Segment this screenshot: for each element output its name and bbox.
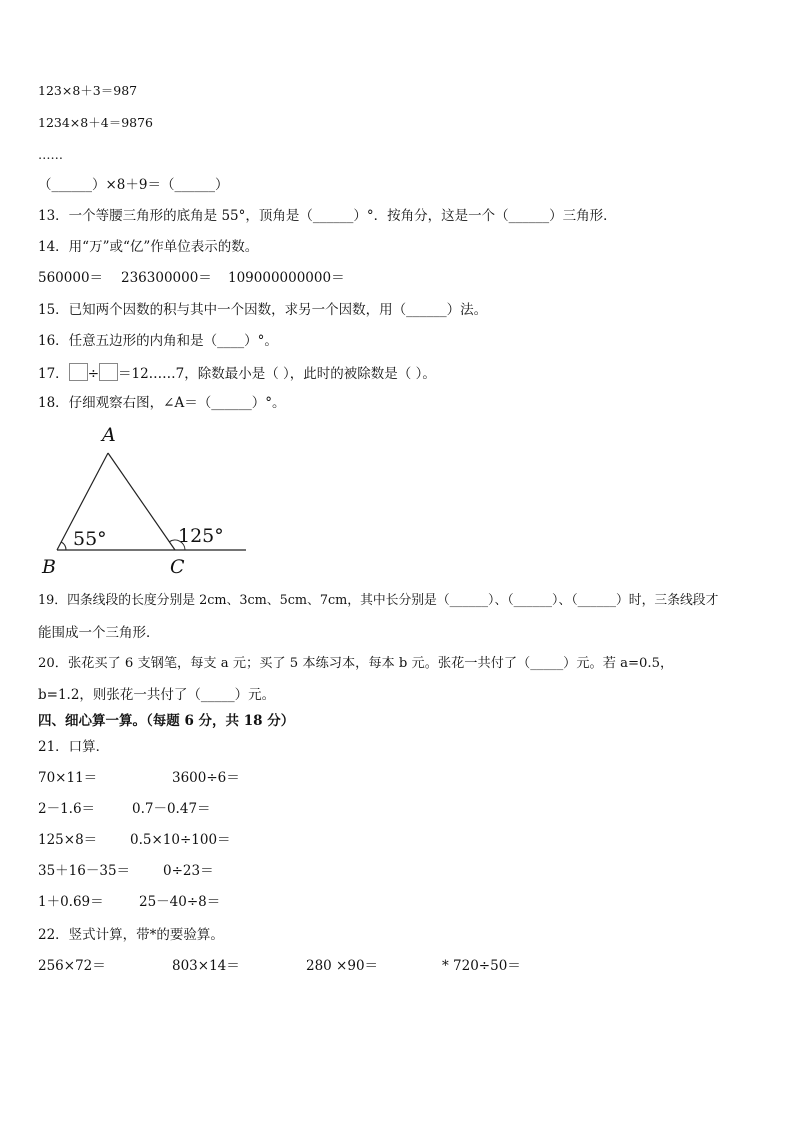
side-ac — [108, 453, 175, 550]
pattern-line-2: 1234×8＋4＝9876 — [38, 115, 154, 130]
section-4-heading: 四、细心算一算。（每题 6 分，共 18 分） — [38, 713, 295, 729]
q21-item: 35＋16－35＝ — [38, 863, 131, 879]
q17-rest: ＝12……7，除数最小是（ ），此时的被除数是（ ）。 — [118, 366, 436, 382]
q14-item: 560000＝ — [38, 270, 104, 286]
q21-item: 70×11＝ — [38, 770, 98, 786]
pattern-ellipsis: …… — [38, 147, 63, 162]
q22-item: 256×72＝ — [38, 958, 106, 974]
pattern-line-1: 123×8＋3＝987 — [38, 83, 138, 98]
triangle-figure — [36, 424, 250, 580]
question-17 — [38, 363, 436, 383]
question-15: 15．已知两个因数的积与其中一个因数，求另一个因数，用（______）法。 — [38, 302, 488, 318]
vertex-c-label: C — [170, 556, 185, 578]
vertex-a-label: A — [102, 424, 116, 446]
pattern-blank-line: （______）×8＋9＝（______） — [38, 177, 229, 193]
q21-item: 125×8＝ — [38, 832, 98, 848]
q21-item: 3600÷6＝ — [172, 770, 240, 786]
q22-item: 280 ×90＝ — [306, 958, 379, 974]
q14-item: 236300000＝ — [121, 270, 212, 286]
division-sign: ÷ — [87, 366, 99, 382]
question-13: 13．一个等腰三角形的底角是 55°，顶角是（______）°．按角分，这是一个（______）三角形． — [38, 208, 617, 224]
question-21-title: 21．口算． — [38, 739, 110, 755]
question-22-title: 22．竖式计算，带*的要验算。 — [38, 927, 224, 943]
q21-item: 1＋0.69＝ — [38, 894, 104, 910]
question-20-line-1: 20．张花买了 6 支钢笔，每支 a 元；买了 5 本练习本，每本 b 元。张花一共付了（_____）元。若 a=0.5， — [38, 656, 674, 671]
question-16: 16．任意五边形的内角和是（____）°。 — [38, 333, 278, 349]
q21-item: 0.5×10÷100＝ — [130, 832, 231, 848]
angle-c-value: 125° — [178, 525, 224, 547]
q22-item: 803×14＝ — [172, 958, 240, 974]
question-19-line-1: 19．四条线段的长度分别是 2cm、3cm、5cm、7cm，其中长分别是（______）、（______）、（______）时，三条线段才 — [38, 593, 719, 608]
angle-b-value: 55° — [73, 528, 107, 550]
question-19-line-2: 能围成一个三角形． — [38, 625, 160, 641]
vertex-b-label: B — [42, 556, 56, 578]
dividend-blank-box — [69, 363, 88, 381]
q21-item: 25－40÷8＝ — [139, 894, 221, 910]
q22-item: * 720÷50＝ — [442, 958, 521, 974]
q21-item: 2－1.6＝ — [38, 801, 96, 817]
question-20-line-2: b=1.2，则张花一共付了（_____）元。 — [38, 687, 276, 703]
angle-b-arc — [61, 542, 66, 550]
q17-number: 17． — [38, 366, 69, 382]
q21-item: 0÷23＝ — [163, 863, 214, 879]
q14-item: 109000000000＝ — [228, 270, 345, 286]
question-18: 18．仔细观察右图，∠A＝（______）°。 — [38, 395, 286, 411]
q21-item: 0.7－0.47＝ — [132, 801, 211, 817]
question-14: 14．用“万”或“亿”作单位表示的数。 — [38, 239, 259, 255]
divisor-blank-box — [99, 363, 118, 381]
